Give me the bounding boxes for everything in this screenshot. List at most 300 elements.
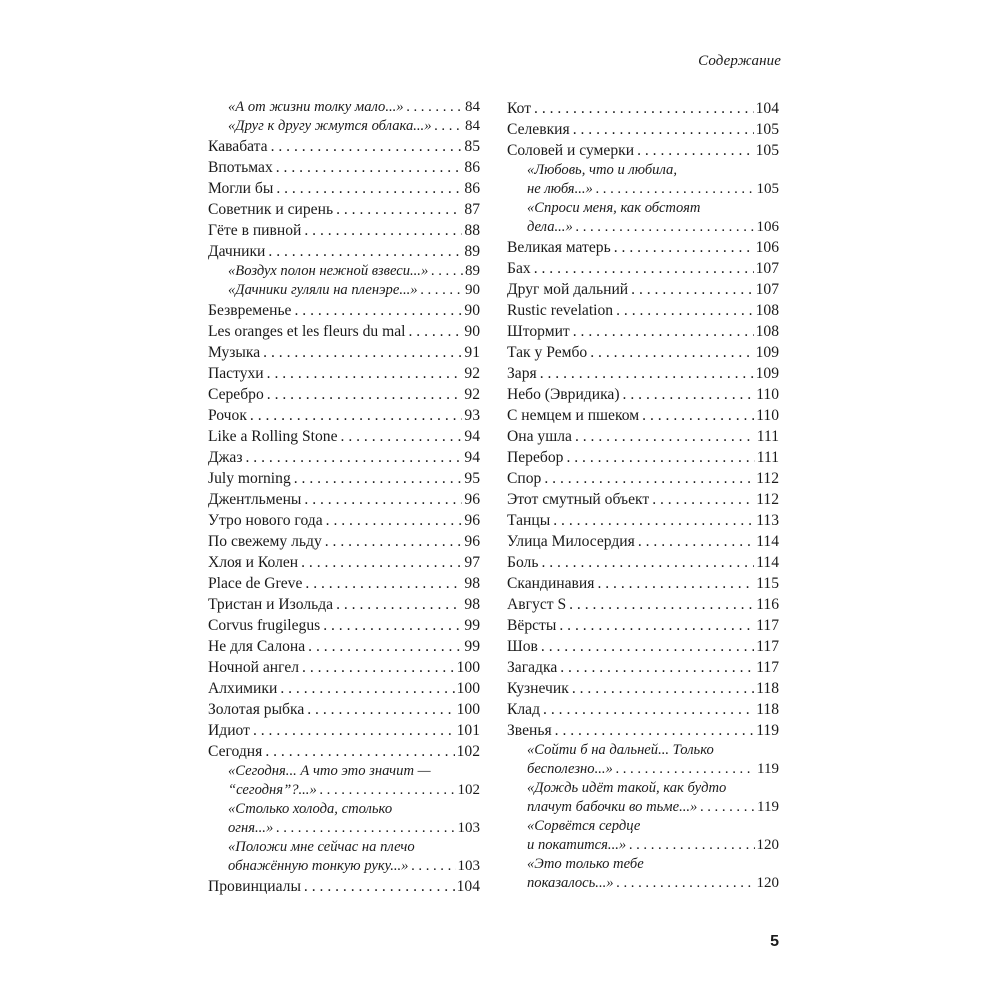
entry-page-number: 113 bbox=[756, 512, 779, 529]
toc-entry bbox=[507, 98, 779, 119]
entry-row bbox=[507, 798, 779, 817]
entry-title-line1: «Дождь идёт такой, как будто bbox=[527, 780, 727, 796]
entry-row bbox=[208, 405, 480, 426]
entry-title-line1: «Сорвётся сердце bbox=[527, 818, 641, 834]
dot-leader bbox=[566, 594, 754, 615]
dot-leader bbox=[264, 363, 463, 384]
entry-row bbox=[208, 699, 480, 720]
entry-row bbox=[507, 363, 779, 384]
entry-title: Corvus frugilegus bbox=[208, 617, 321, 634]
entry-title: Дачники bbox=[208, 243, 266, 260]
toc-entry bbox=[208, 510, 480, 531]
toc-subentry bbox=[208, 762, 480, 800]
entry-row bbox=[208, 720, 480, 741]
entry-title: Штормит bbox=[507, 323, 570, 340]
dot-leader bbox=[338, 426, 463, 447]
dot-leader bbox=[649, 489, 754, 510]
toc-entry bbox=[208, 321, 480, 342]
entry-page-number: 119 bbox=[757, 799, 779, 815]
entry-page-number: 93 bbox=[464, 407, 480, 424]
entry-row bbox=[208, 136, 480, 157]
toc-entry bbox=[208, 720, 480, 741]
toc-subentry bbox=[507, 855, 779, 893]
entry-title: Сегодня bbox=[208, 743, 263, 760]
entry-title: обнажённую тонкую руку...» bbox=[228, 858, 409, 874]
entry-row bbox=[208, 594, 480, 615]
entry-page-number: 111 bbox=[756, 449, 779, 466]
entry-page-number: 86 bbox=[464, 159, 480, 176]
entry-row bbox=[507, 510, 779, 531]
dot-leader bbox=[569, 678, 754, 699]
entry-title: «А от жизни толку мало...» bbox=[228, 99, 404, 115]
dot-leader bbox=[247, 405, 463, 426]
entry-page-number: 115 bbox=[756, 575, 779, 592]
entry-title: Так у Рембо bbox=[507, 344, 588, 361]
entry-row bbox=[507, 405, 779, 426]
entry-row bbox=[208, 363, 480, 384]
entry-row bbox=[208, 552, 480, 573]
entry-row bbox=[507, 636, 779, 657]
entry-row bbox=[208, 157, 480, 178]
toc-subentry bbox=[208, 281, 480, 300]
dot-leader bbox=[572, 426, 755, 447]
toc-entry bbox=[507, 237, 779, 258]
entry-title: По свежему льду bbox=[208, 533, 322, 550]
entry-page-number: 91 bbox=[464, 344, 480, 361]
entry-page-number: 96 bbox=[464, 533, 480, 550]
dot-leader bbox=[611, 237, 754, 258]
entry-row bbox=[208, 384, 480, 405]
entry-row bbox=[507, 279, 779, 300]
toc-entry bbox=[208, 678, 480, 699]
entry-row bbox=[208, 741, 480, 762]
toc-entry bbox=[507, 531, 779, 552]
entry-title-line1: «Любовь, что и любила, bbox=[527, 162, 677, 178]
dot-leader bbox=[556, 615, 754, 636]
dot-leader bbox=[428, 262, 463, 281]
entry-page-number: 112 bbox=[756, 491, 779, 508]
entry-page-number: 86 bbox=[464, 180, 480, 197]
toc-entry bbox=[208, 157, 480, 178]
entry-row bbox=[208, 489, 480, 510]
entry-page-number: 110 bbox=[756, 407, 779, 424]
toc-entry bbox=[208, 531, 480, 552]
entry-page-number: 90 bbox=[465, 282, 480, 298]
entry-row bbox=[507, 760, 779, 779]
entry-title: Like a Rolling Stone bbox=[208, 428, 338, 445]
dot-leader bbox=[634, 140, 754, 161]
toc-entry bbox=[507, 426, 779, 447]
toc-entry bbox=[507, 300, 779, 321]
entry-row bbox=[208, 321, 480, 342]
dot-leader bbox=[250, 720, 455, 741]
entry-title-line1: «Это только тебе bbox=[527, 856, 644, 872]
dot-leader bbox=[538, 636, 754, 657]
entry-title: Август S bbox=[507, 596, 567, 613]
entry-page-number: 117 bbox=[756, 638, 779, 655]
entry-page-number: 107 bbox=[755, 260, 779, 277]
entry-page-number: 89 bbox=[465, 263, 480, 279]
entry-page-number: 102 bbox=[457, 782, 480, 798]
dot-leader bbox=[301, 876, 455, 897]
toc-entry bbox=[507, 468, 779, 489]
dot-leader bbox=[573, 218, 755, 237]
toc-entry bbox=[507, 321, 779, 342]
entry-page-number: 95 bbox=[464, 470, 480, 487]
dot-leader bbox=[635, 531, 754, 552]
entry-title: Безвременье bbox=[208, 302, 292, 319]
toc-entry bbox=[208, 300, 480, 321]
entry-page-number: 88 bbox=[464, 222, 480, 239]
dot-leader bbox=[550, 510, 754, 531]
toc-entry bbox=[507, 279, 779, 300]
entry-row bbox=[208, 117, 480, 136]
entry-page-number: 90 bbox=[464, 302, 480, 319]
toc-entry bbox=[507, 447, 779, 468]
entry-page-number: 90 bbox=[464, 323, 480, 340]
entry-title: Селевкия bbox=[507, 121, 570, 138]
dot-leader bbox=[570, 321, 754, 342]
entry-page-number: 101 bbox=[456, 722, 480, 739]
dot-leader bbox=[260, 342, 462, 363]
toc-entry bbox=[208, 552, 480, 573]
dot-leader bbox=[540, 699, 754, 720]
toc-subentry bbox=[507, 741, 779, 779]
toc-subentry bbox=[507, 161, 779, 199]
dot-leader bbox=[563, 447, 754, 468]
dot-leader bbox=[404, 98, 463, 117]
dot-leader bbox=[277, 678, 454, 699]
dot-leader bbox=[273, 819, 455, 838]
entry-page-number: 104 bbox=[755, 100, 779, 117]
toc-entry bbox=[208, 636, 480, 657]
toc-entry bbox=[208, 447, 480, 468]
entry-title-line1: «Положи мне сейчас на плечо bbox=[228, 839, 415, 855]
entry-page-number: 98 bbox=[464, 596, 480, 613]
entry-row bbox=[507, 720, 779, 741]
entry-page-number: 98 bbox=[464, 575, 480, 592]
dot-leader bbox=[264, 384, 463, 405]
entry-page-number: 96 bbox=[464, 491, 480, 508]
entry-title: Советник и сирень bbox=[208, 201, 334, 218]
entry-page-number: 94 bbox=[464, 428, 480, 445]
entry-page-number: 103 bbox=[457, 858, 480, 874]
entry-page-number: 100 bbox=[456, 701, 480, 718]
entry-title: Тристан и Изольда bbox=[208, 596, 334, 613]
entry-title: Кузнечик bbox=[507, 680, 569, 697]
toc-subentry bbox=[208, 262, 480, 281]
entry-title: Пастухи bbox=[208, 365, 264, 382]
entry-title: не любя...» bbox=[527, 181, 593, 197]
entry-page-number: 100 bbox=[456, 680, 480, 697]
entry-title: Танцы bbox=[507, 512, 551, 529]
entry-page-number: 120 bbox=[756, 875, 779, 891]
dot-leader bbox=[322, 531, 463, 552]
dot-leader bbox=[432, 117, 464, 136]
toc-subentry bbox=[208, 98, 480, 117]
dot-leader bbox=[531, 258, 754, 279]
dot-leader bbox=[628, 279, 753, 300]
entry-row bbox=[208, 300, 480, 321]
entry-page-number: 114 bbox=[756, 533, 779, 550]
entry-title: Гёте в пивной bbox=[208, 222, 302, 239]
entry-title: Небо (Эвридика) bbox=[507, 386, 620, 403]
entry-page-number: 107 bbox=[755, 281, 779, 298]
entry-page-number: 97 bbox=[464, 554, 480, 571]
toc-entry bbox=[507, 573, 779, 594]
entry-title: плачут бабочки во тьме...» bbox=[527, 799, 698, 815]
toc-entry bbox=[208, 594, 480, 615]
dot-leader bbox=[557, 657, 754, 678]
toc-entry bbox=[507, 615, 779, 636]
entry-page-number: 105 bbox=[755, 121, 779, 138]
dot-leader bbox=[243, 447, 463, 468]
entry-page-number: 109 bbox=[755, 344, 779, 361]
dot-leader bbox=[594, 573, 754, 594]
entry-page-number: 105 bbox=[756, 181, 779, 197]
dot-leader bbox=[626, 836, 754, 855]
entry-row bbox=[507, 594, 779, 615]
entry-row bbox=[208, 468, 480, 489]
entry-row bbox=[507, 699, 779, 720]
toc-entry bbox=[208, 405, 480, 426]
entry-page-number: 118 bbox=[756, 680, 779, 697]
toc-entry bbox=[507, 140, 779, 161]
entry-title: Могли бы bbox=[208, 180, 274, 197]
entry-page-number: 103 bbox=[457, 820, 480, 836]
toc-entry bbox=[208, 876, 480, 897]
dot-leader bbox=[541, 468, 754, 489]
toc-subentry bbox=[507, 199, 779, 237]
entry-title: Алхимики bbox=[208, 680, 278, 697]
entry-row bbox=[507, 98, 779, 119]
entry-title: Перебор bbox=[507, 449, 564, 466]
entry-page-number: 99 bbox=[464, 617, 480, 634]
entry-page-number: 84 bbox=[465, 118, 480, 134]
entry-title: дела...» bbox=[527, 219, 573, 235]
toc-subentry bbox=[507, 779, 779, 817]
entry-page-number: 100 bbox=[456, 659, 480, 676]
entry-row bbox=[208, 819, 480, 838]
toc-entry bbox=[507, 510, 779, 531]
toc-entry bbox=[507, 678, 779, 699]
entry-row bbox=[507, 573, 779, 594]
toc-entry bbox=[507, 699, 779, 720]
entry-row bbox=[507, 426, 779, 447]
toc-entry bbox=[507, 363, 779, 384]
entry-page-number: 114 bbox=[756, 554, 779, 571]
entry-title: Rustic revelation bbox=[507, 302, 614, 319]
entry-title-line1: «Спроси меня, как обстоят bbox=[527, 200, 701, 216]
entry-title: “сегодня”?...» bbox=[228, 782, 317, 798]
entry-page-number: 108 bbox=[755, 323, 779, 340]
entry-title: «Друг к другу жмутся облака...» bbox=[228, 118, 432, 134]
dot-leader bbox=[265, 241, 462, 262]
entry-page-number: 120 bbox=[756, 837, 779, 853]
entry-title: С немцем и пшеком bbox=[507, 407, 640, 424]
dot-leader bbox=[531, 98, 754, 119]
entry-title: July morning bbox=[208, 470, 291, 487]
entry-title: Утро нового года bbox=[208, 512, 323, 529]
dot-leader bbox=[613, 300, 754, 321]
entry-row bbox=[507, 140, 779, 161]
entry-row bbox=[208, 876, 480, 897]
entry-row bbox=[507, 180, 779, 199]
dot-leader bbox=[323, 510, 463, 531]
dot-leader bbox=[304, 699, 454, 720]
dot-leader bbox=[320, 615, 462, 636]
entry-title: Впотьмах bbox=[208, 159, 273, 176]
toc-subentry bbox=[208, 838, 480, 876]
entry-row bbox=[208, 636, 480, 657]
dot-leader bbox=[301, 220, 462, 241]
entry-title: Идиот bbox=[208, 722, 250, 739]
entry-page-number: 119 bbox=[756, 722, 779, 739]
entry-row bbox=[507, 552, 779, 573]
entry-title: Ночной ангел bbox=[208, 659, 300, 676]
entry-title: Серебро bbox=[208, 386, 264, 403]
toc-entry bbox=[507, 405, 779, 426]
entry-row bbox=[507, 447, 779, 468]
entry-row bbox=[208, 447, 480, 468]
toc-entry bbox=[507, 384, 779, 405]
entry-title: Вёрсты bbox=[507, 617, 557, 634]
entry-title: Заря bbox=[507, 365, 537, 382]
entry-page-number: 117 bbox=[756, 617, 779, 634]
entry-title: Хлоя и Колен bbox=[208, 554, 299, 571]
entry-title: «Дачники гуляли на пленэре...» bbox=[228, 282, 418, 298]
dot-leader bbox=[298, 552, 462, 573]
toc-entry bbox=[208, 573, 480, 594]
entry-page-number: 111 bbox=[756, 428, 779, 445]
toc-entry bbox=[507, 594, 779, 615]
entry-row bbox=[507, 300, 779, 321]
entry-row bbox=[507, 218, 779, 237]
entry-page-number: 92 bbox=[464, 365, 480, 382]
entry-page-number: 85 bbox=[464, 138, 480, 155]
entry-page-number: 104 bbox=[456, 878, 480, 895]
entry-title: Не для Салона bbox=[208, 638, 306, 655]
toc-entry bbox=[208, 468, 480, 489]
entry-page-number: 106 bbox=[755, 239, 779, 256]
dot-leader bbox=[570, 119, 754, 140]
entry-title: Скандинавия bbox=[507, 575, 595, 592]
dot-leader bbox=[418, 281, 463, 300]
entry-page-number: 119 bbox=[757, 761, 779, 777]
entry-row bbox=[208, 262, 480, 281]
entry-title: Улица Милосердия bbox=[507, 533, 635, 550]
entry-row bbox=[208, 426, 480, 447]
dot-leader bbox=[593, 180, 755, 199]
entry-title: Великая матерь bbox=[507, 239, 611, 256]
dot-leader bbox=[639, 405, 754, 426]
toc-entry bbox=[208, 489, 480, 510]
dot-leader bbox=[408, 857, 455, 876]
toc-entry bbox=[507, 258, 779, 279]
entry-page-number: 89 bbox=[464, 243, 480, 260]
entry-row bbox=[507, 657, 779, 678]
entry-page-number: 84 bbox=[465, 99, 480, 115]
entry-page-number: 109 bbox=[755, 365, 779, 382]
dot-leader bbox=[587, 342, 753, 363]
entry-page-number: 99 bbox=[464, 638, 480, 655]
entry-title: Рочок bbox=[208, 407, 247, 424]
dot-leader bbox=[262, 741, 454, 762]
entry-title: Les oranges et les fleurs du mal bbox=[208, 323, 406, 340]
entry-title: Загадка bbox=[507, 659, 558, 676]
dot-leader bbox=[333, 199, 462, 220]
entry-row bbox=[208, 531, 480, 552]
toc-entry bbox=[208, 220, 480, 241]
dot-leader bbox=[273, 157, 463, 178]
entry-title: показалось...» bbox=[527, 875, 614, 891]
entry-row bbox=[208, 281, 480, 300]
toc-subentry bbox=[208, 117, 480, 136]
dot-leader bbox=[302, 573, 462, 594]
entry-row bbox=[507, 678, 779, 699]
entry-title: Джентльмены bbox=[208, 491, 302, 508]
entry-row bbox=[507, 836, 779, 855]
entry-page-number: 96 bbox=[464, 512, 480, 529]
dot-leader bbox=[697, 798, 755, 817]
entry-title: огня...» bbox=[228, 820, 274, 836]
entry-title: Она ушла bbox=[507, 428, 572, 445]
entry-row bbox=[208, 781, 480, 800]
entry-row bbox=[507, 237, 779, 258]
entry-title: Провинциалы bbox=[208, 878, 301, 895]
toc-entry bbox=[507, 552, 779, 573]
dot-leader bbox=[538, 552, 754, 573]
dot-leader bbox=[268, 136, 463, 157]
entry-page-number: 105 bbox=[755, 142, 779, 159]
toc-entry bbox=[507, 657, 779, 678]
entry-title: Друг мой дальний bbox=[507, 281, 629, 298]
dot-leader bbox=[620, 384, 755, 405]
entry-row bbox=[507, 615, 779, 636]
toc-entry bbox=[208, 363, 480, 384]
entry-title: бесполезно...» bbox=[527, 761, 613, 777]
dot-leader bbox=[614, 874, 755, 893]
dot-leader bbox=[299, 657, 455, 678]
entry-row bbox=[208, 241, 480, 262]
entry-page-number: 106 bbox=[756, 219, 779, 235]
entry-page-number: 118 bbox=[756, 701, 779, 718]
entry-row bbox=[208, 857, 480, 876]
entry-title: и покатится...» bbox=[527, 837, 627, 853]
entry-title: Соловей и сумерки bbox=[507, 142, 635, 159]
entry-row bbox=[208, 98, 480, 117]
dot-leader bbox=[613, 760, 755, 779]
toc-entry bbox=[208, 741, 480, 762]
entry-row bbox=[507, 342, 779, 363]
dot-leader bbox=[301, 489, 462, 510]
entry-page-number: 94 bbox=[464, 449, 480, 466]
entry-row bbox=[507, 874, 779, 893]
entry-title: Музыка bbox=[208, 344, 261, 361]
toc-entry bbox=[208, 241, 480, 262]
entry-title: Этот смутный объект bbox=[507, 491, 650, 508]
entry-title: Кавабата bbox=[208, 138, 268, 155]
toc-entry bbox=[208, 384, 480, 405]
entry-page-number: 116 bbox=[756, 596, 779, 613]
entry-row bbox=[208, 615, 480, 636]
toc-subentry bbox=[507, 817, 779, 855]
toc-column-right bbox=[507, 98, 779, 893]
entry-row bbox=[208, 573, 480, 594]
entry-row bbox=[208, 342, 480, 363]
toc-entry bbox=[208, 136, 480, 157]
entry-title: Клад bbox=[507, 701, 541, 718]
